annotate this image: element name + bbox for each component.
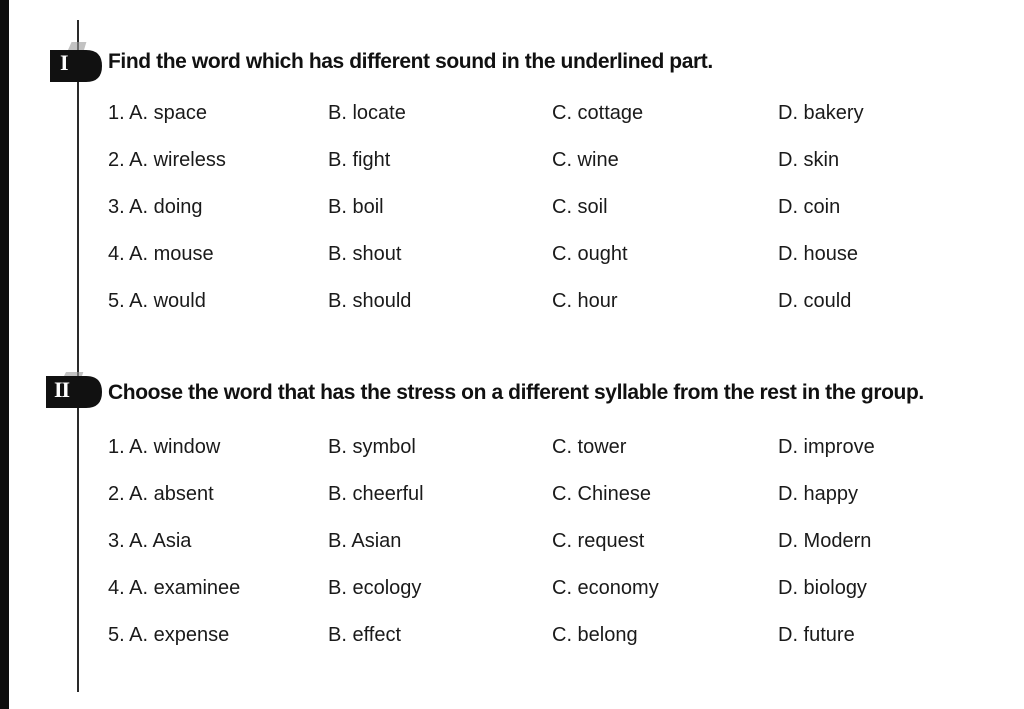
question-row [0, 577, 1024, 617]
option-a[interactable]: 4. A. examinee [108, 577, 241, 599]
option-d[interactable]: D. house [778, 243, 859, 265]
option-b[interactable]: B. locate [328, 102, 406, 124]
option-d[interactable]: D. biology [778, 577, 867, 599]
option-d[interactable]: D. could [778, 290, 852, 312]
option-d[interactable]: D. Modern [778, 530, 872, 552]
option-c[interactable]: C. request [552, 530, 645, 552]
option-a[interactable]: 3. A. doing [108, 196, 203, 218]
option-c[interactable]: C. ought [552, 243, 628, 265]
option-b[interactable]: B. should [328, 290, 412, 312]
option-c[interactable]: C. cottage [552, 102, 644, 124]
question-row [0, 483, 1024, 523]
option-a[interactable]: 5. A. would [108, 290, 206, 312]
section-1-badge [46, 42, 102, 82]
option-a[interactable]: 1. A. window [108, 436, 221, 458]
question-row [0, 102, 1024, 142]
option-d[interactable]: D. improve [778, 436, 875, 458]
option-c[interactable]: C. economy [552, 577, 659, 599]
option-b[interactable]: B. shout [328, 243, 402, 265]
option-b[interactable]: B. ecology [328, 577, 422, 599]
option-c[interactable]: C. tower [552, 436, 627, 458]
badge-shape-icon [46, 42, 102, 82]
question-row [0, 149, 1024, 189]
option-b[interactable]: B. boil [328, 196, 384, 218]
option-b[interactable]: B. symbol [328, 436, 416, 458]
option-c[interactable]: C. Chinese [552, 483, 651, 505]
section-2-number: II [54, 377, 70, 402]
question-row [0, 243, 1024, 283]
option-c[interactable]: C. wine [552, 149, 619, 171]
option-a[interactable]: 3. A. Asia [108, 530, 192, 552]
question-row [0, 530, 1024, 570]
option-d[interactable]: D. bakery [778, 102, 864, 124]
question-row [0, 196, 1024, 236]
option-d[interactable]: D. happy [778, 483, 859, 505]
option-d[interactable]: D. coin [778, 196, 841, 218]
option-d[interactable]: D. future [778, 624, 855, 646]
option-c[interactable]: C. hour [552, 290, 618, 312]
option-b[interactable]: B. cheerful [328, 483, 424, 505]
option-a[interactable]: 2. A. absent [108, 483, 214, 505]
section-2-heading: Choose the word that has the stress on a different syllable from the rest in the group. [108, 381, 924, 404]
option-b[interactable]: B. fight [328, 149, 391, 171]
option-a[interactable]: 1. A. space [108, 102, 207, 124]
question-row [0, 624, 1024, 664]
option-a[interactable]: 4. A. mouse [108, 243, 214, 265]
option-a[interactable]: 2. A. wireless [108, 149, 226, 171]
option-b[interactable]: B. effect [328, 624, 402, 646]
option-c[interactable]: C. soil [552, 196, 608, 218]
question-row [0, 290, 1024, 330]
section-1-heading: Find the word which has different sound in the underlined part. [108, 50, 713, 73]
option-d[interactable]: D. skin [778, 149, 840, 171]
option-b[interactable]: B. Asian [328, 530, 402, 552]
option-a[interactable]: 5. A. expense [108, 624, 230, 646]
section-2-badge [46, 372, 102, 412]
option-c[interactable]: C. belong [552, 624, 638, 646]
section-1-number: I [60, 50, 68, 75]
question-row [0, 436, 1024, 476]
